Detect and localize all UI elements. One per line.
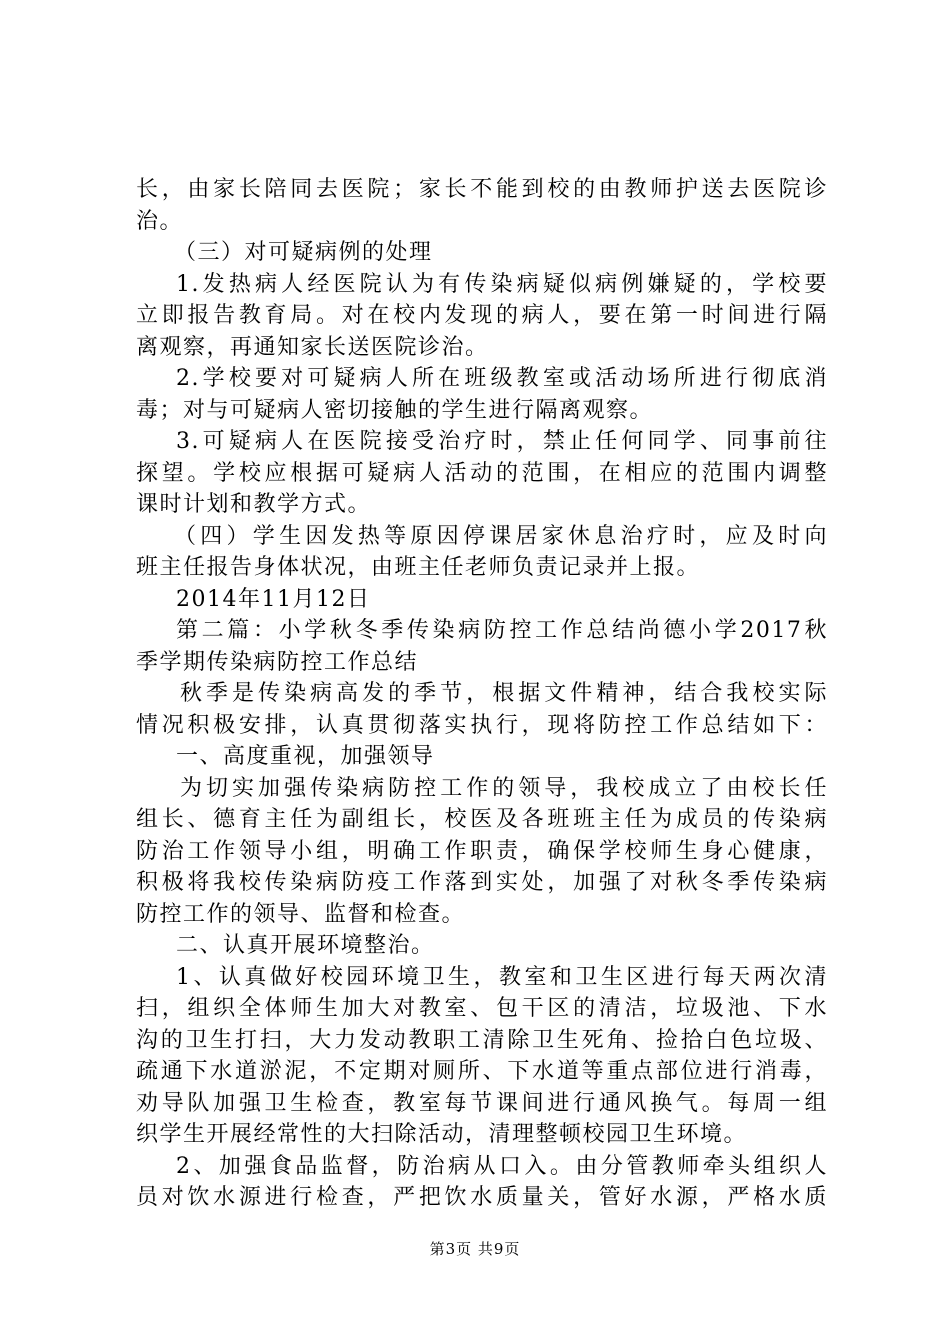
text-line: 3.可疑病人在医院接受治疗时，禁止任何同学、同事前往: [176, 429, 828, 454]
text-line: 扫，组织全体师生加大对教室、包干区的清洁，垃圾池、下水: [136, 996, 828, 1021]
text-line: 积极将我校传染病防疫工作落到实处，加强了对秋冬季传染病: [136, 870, 828, 895]
text-line: 二、认真开展环境整治。: [176, 933, 435, 958]
text-line: 2、加强食品监督，防治病从口入。由分管教师牵头组织人: [176, 1153, 828, 1179]
text-line: 探望。学校应根据可疑病人活动的范围，在相应的范围内调整: [136, 460, 828, 486]
text-line: 季学期传染病防控工作总结: [136, 649, 419, 675]
text-line: 员对饮水源进行检查，严把饮水质量关，管好水源，严格水质: [136, 1185, 828, 1210]
text-line: 长，由家长陪同去医院；家长不能到校的由教师护送去医院诊: [136, 177, 828, 202]
document-body: [136, 174, 828, 1214]
text-line: 治。: [136, 208, 184, 234]
text-line: 组长、德育主任为副组长，校医及各班班主任为成员的传染病: [136, 807, 828, 832]
text-line: 为切实加强传染病防控工作的领导，我校成立了由校长任: [180, 775, 828, 801]
text-line: 班主任报告身体状况，由班主任老师负责记录并上报。: [136, 555, 701, 580]
text-line: （四）学生因发热等原因停课居家休息治疗时，应及时向: [174, 523, 828, 549]
text-line: （三）对可疑病例的处理: [174, 240, 433, 265]
text-line: 疏通下水道淤泥，不定期对厕所、下水道等重点部位进行消毒，: [136, 1059, 828, 1084]
text-line: 织学生开展经常性的大扫除活动，清理整顿校园卫生环境。: [136, 1122, 748, 1147]
text-line: 情况积极安排，认真贯彻落实执行，现将防控工作总结如下：: [136, 712, 828, 738]
text-line: 防控工作的领导、监督和检查。: [136, 901, 466, 927]
text-line: 沟的卫生打扫，大力发动教职工清除卫生死角、捡拾白色垃圾、: [136, 1027, 828, 1053]
text-line: 防治工作领导小组，明确工作职责，确保学校师生身心健康，: [136, 838, 828, 864]
text-line: 劝导队加强卫生检查，教室每节课间进行通风换气。每周一组: [136, 1090, 828, 1116]
text-line: 立即报告教育局。对在校内发现的病人，要在第一时间进行隔: [136, 303, 828, 328]
page-footer: 第3页 共9页: [429, 1240, 521, 1258]
text-line: 2.学校要对可疑病人所在班级教室或活动场所进行彻底消: [176, 366, 828, 391]
text-line: 一、高度重视，加强领导: [176, 744, 435, 769]
text-line: 课时计划和教学方式。: [136, 492, 372, 517]
text-line: 第二篇：小学秋冬季传染病防控工作总结尚德小学2017秋: [176, 618, 828, 643]
text-line: 离观察，再通知家长送医院诊治。: [136, 334, 489, 360]
text-line: 毒；对与可疑病人密切接触的学生进行隔离观察。: [136, 397, 654, 423]
text-line: 2014年11月12日: [176, 586, 371, 612]
text-line: 1.发热病人经医院认为有传染病疑似病例嫌疑的，学校要: [176, 271, 828, 297]
text-line: 1、认真做好校园环境卫生，教室和卫生区进行每天两次清: [176, 964, 828, 990]
text-line: 秋季是传染病高发的季节，根据文件精神，结合我校实际: [180, 681, 828, 706]
